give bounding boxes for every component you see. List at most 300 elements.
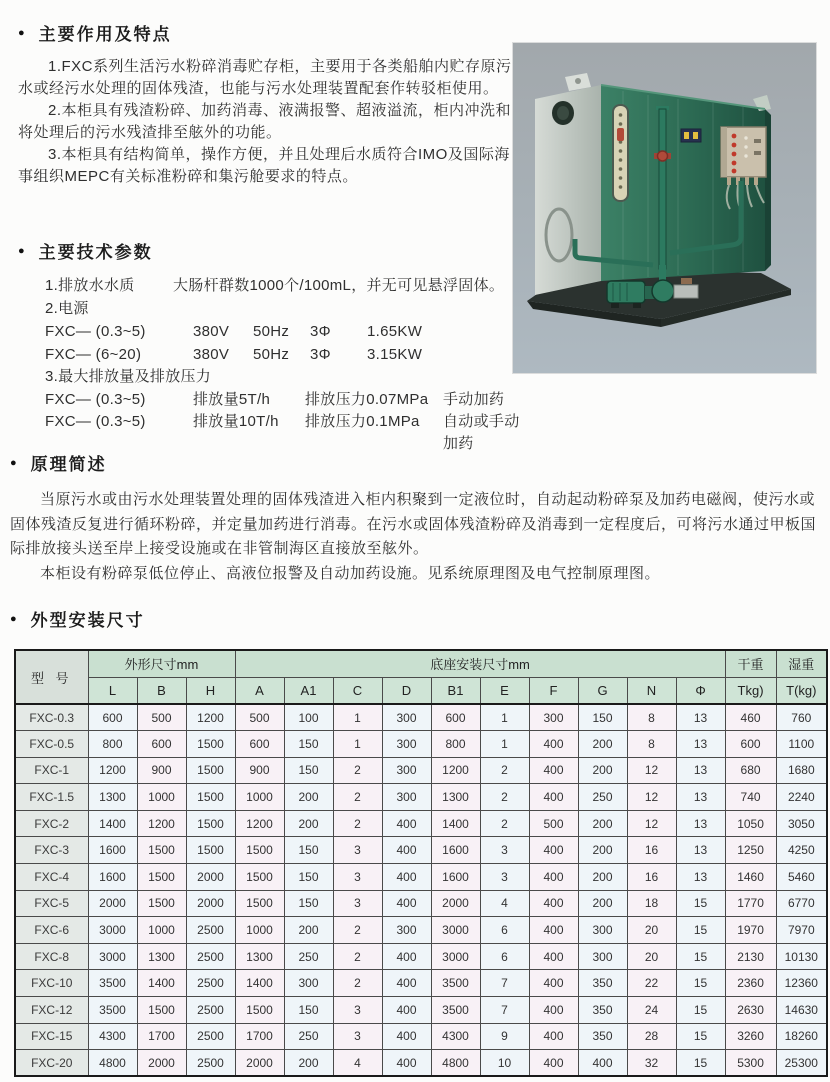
value-cell: 1200	[137, 810, 186, 837]
value-cell: 1500	[186, 757, 235, 784]
value-cell: 1500	[235, 890, 284, 917]
value-cell: 1600	[88, 837, 137, 864]
value-cell: 400	[529, 970, 578, 997]
value-cell: 4	[333, 1050, 382, 1077]
discharge-rate: 排放量5T/h	[193, 390, 271, 408]
model-cell: FXC-0.5	[15, 731, 88, 758]
value-cell: 150	[578, 704, 627, 731]
value-cell: 200	[284, 810, 333, 837]
subheader-E: E	[480, 677, 529, 704]
value-cell: 3000	[431, 917, 480, 944]
value-cell: 1000	[137, 917, 186, 944]
table-row	[15, 1023, 827, 1050]
value-cell: 150	[284, 890, 333, 917]
dimensions-table-body	[15, 704, 827, 1076]
model-cell: FXC-5	[15, 890, 88, 917]
power-kw: 1.65KW	[367, 323, 423, 340]
subheader-B1: B1	[431, 677, 480, 704]
value-cell: 3	[333, 1023, 382, 1050]
value-cell: 1500	[137, 997, 186, 1024]
value-cell: 680	[725, 757, 776, 784]
value-cell: 400	[382, 943, 431, 970]
table-row	[15, 837, 827, 864]
value-cell: 3500	[431, 997, 480, 1024]
value-cell: 2000	[88, 890, 137, 917]
value-cell: 400	[529, 837, 578, 864]
value-cell: 600	[137, 731, 186, 758]
value-cell: 18260	[776, 1023, 827, 1050]
value-cell: 3	[333, 997, 382, 1024]
value-cell: 200	[578, 890, 627, 917]
value-cell: 18	[627, 890, 676, 917]
value-cell: 6	[480, 943, 529, 970]
value-cell: 250	[284, 1023, 333, 1050]
value-cell: 600	[725, 731, 776, 758]
subheader-F: F	[529, 677, 578, 704]
value-cell: 2	[333, 810, 382, 837]
value-cell: 150	[284, 837, 333, 864]
value-cell: 1400	[88, 810, 137, 837]
value-cell: 4250	[776, 837, 827, 864]
value-cell: 200	[284, 784, 333, 811]
value-cell: 250	[578, 784, 627, 811]
principle-paragraph-1: 当原污水或由污水处理装置处理的固体残渣进入柜内积聚到一定液位时，自动起动粉碎泵及加药电磁阀，使污水或固体残渣反复进行循环粉碎，并定量加药进行消毒。在污水或固体残渣粉碎及消毒到一定程度后，可将污水通过甲板国际排放接头送至岸上接受设施或在非管制海区直接放至舷外。	[10, 491, 817, 557]
model-cell: FXC-8	[15, 943, 88, 970]
section-principle	[10, 450, 822, 586]
value-cell: 1500	[137, 864, 186, 891]
value-cell: 300	[284, 970, 333, 997]
value-cell: 2240	[776, 784, 827, 811]
value-cell: 2500	[186, 1023, 235, 1050]
value-cell: 500	[235, 704, 284, 731]
value-cell: 13	[676, 757, 725, 784]
value-cell: 760	[776, 704, 827, 731]
model-cell: FXC-12	[15, 997, 88, 1024]
table-row	[15, 997, 827, 1024]
value-cell: 2	[333, 970, 382, 997]
table-group-header-row	[15, 650, 827, 677]
section-features-title	[18, 20, 512, 45]
value-cell: 3000	[88, 943, 137, 970]
value-cell: 2500	[186, 997, 235, 1024]
header-overall-dims: 外形尺寸mm	[88, 650, 235, 677]
table-row	[15, 864, 827, 891]
model-cell: FXC-1	[15, 757, 88, 784]
value-cell: 2000	[186, 890, 235, 917]
value-cell: 1500	[235, 997, 284, 1024]
value-cell: 1000	[235, 917, 284, 944]
value-cell: 1500	[186, 731, 235, 758]
value-cell: 150	[284, 864, 333, 891]
power-voltage: 380V	[193, 346, 230, 363]
value-cell: 8	[627, 731, 676, 758]
value-cell: 20	[627, 917, 676, 944]
model-cell: FXC-20	[15, 1050, 88, 1077]
value-cell: 1500	[137, 890, 186, 917]
value-cell: 350	[578, 970, 627, 997]
power-freq: 50Hz	[253, 323, 290, 340]
header-model: 型 号	[15, 650, 88, 704]
value-cell: 3	[333, 864, 382, 891]
table-row	[15, 810, 827, 837]
value-cell: 4300	[88, 1023, 137, 1050]
value-cell: 32	[627, 1050, 676, 1077]
subheader-B: B	[137, 677, 186, 704]
value-cell: 12	[627, 810, 676, 837]
section-title-text: 原理简述	[30, 455, 107, 474]
section-bullet-icon: ●	[18, 245, 27, 257]
value-cell: 400	[529, 917, 578, 944]
header-wet-weight: 湿重	[776, 650, 827, 677]
value-cell: 16	[627, 864, 676, 891]
value-cell: 4300	[431, 1023, 480, 1050]
value-cell: 400	[382, 837, 431, 864]
tech-item-power-label: 2.电源	[45, 299, 89, 317]
value-cell: 300	[382, 917, 431, 944]
value-cell: 1	[333, 731, 382, 758]
section-principle-title	[10, 450, 822, 475]
power-model: FXC— (6~20)	[45, 346, 142, 363]
value-cell: 3050	[776, 810, 827, 837]
dimensions-table-wrap	[14, 649, 828, 1077]
value-cell: 400	[529, 731, 578, 758]
value-cell: 2	[480, 784, 529, 811]
value-cell: 8	[627, 704, 676, 731]
value-cell: 200	[284, 917, 333, 944]
model-cell: FXC-1.5	[15, 784, 88, 811]
value-cell: 300	[578, 917, 627, 944]
value-cell: 500	[529, 810, 578, 837]
table-row	[15, 731, 827, 758]
value-cell: 1500	[186, 784, 235, 811]
value-cell: 3	[333, 837, 382, 864]
equipment-photo-illustration	[513, 43, 816, 373]
value-cell: 1460	[725, 864, 776, 891]
value-cell: 600	[431, 704, 480, 731]
power-model: FXC— (0.3~5)	[45, 323, 146, 340]
value-cell: 400	[382, 970, 431, 997]
discharge-dosing: 自动或手动加药	[443, 412, 520, 452]
value-cell: 1400	[235, 970, 284, 997]
value-cell: 900	[137, 757, 186, 784]
value-cell: 460	[725, 704, 776, 731]
value-cell: 300	[382, 757, 431, 784]
value-cell: 350	[578, 1023, 627, 1050]
value-cell: 1700	[137, 1023, 186, 1050]
header-base-dims: 底座安装尺寸mm	[235, 650, 725, 677]
table-row	[15, 890, 827, 917]
table-row	[15, 757, 827, 784]
value-cell: 100	[284, 704, 333, 731]
section-tech-params	[18, 238, 523, 455]
value-cell: 1970	[725, 917, 776, 944]
value-cell: 15	[676, 997, 725, 1024]
section-tech-title	[18, 238, 523, 263]
value-cell: 3	[480, 864, 529, 891]
value-cell: 1500	[235, 837, 284, 864]
value-cell: 3	[333, 890, 382, 917]
features-paragraph-3: 3.本柜具有结构简单，操作方便，并且处理后水质符合IMO及国际海事组织MEPC有关标准粉碎和集污舱要求的特点。	[18, 146, 510, 185]
value-cell: 1	[480, 731, 529, 758]
value-cell: 28	[627, 1023, 676, 1050]
value-cell: 1770	[725, 890, 776, 917]
value-cell: 400	[382, 864, 431, 891]
value-cell: 1	[480, 704, 529, 731]
value-cell: 12	[627, 757, 676, 784]
value-cell: 7970	[776, 917, 827, 944]
value-cell: 3500	[88, 970, 137, 997]
subheader-A1: A1	[284, 677, 333, 704]
value-cell: 600	[88, 704, 137, 731]
value-cell: 1200	[186, 704, 235, 731]
value-cell: 300	[578, 943, 627, 970]
value-cell: 13	[676, 837, 725, 864]
value-cell: 400	[529, 784, 578, 811]
value-cell: 740	[725, 784, 776, 811]
value-cell: 400	[529, 997, 578, 1024]
value-cell: 200	[284, 1050, 333, 1077]
model-cell: FXC-10	[15, 970, 88, 997]
value-cell: 200	[578, 731, 627, 758]
value-cell: 1300	[137, 943, 186, 970]
discharge-dosing: 手动加药	[443, 390, 505, 408]
value-cell: 15	[676, 917, 725, 944]
value-cell: 300	[382, 704, 431, 731]
value-cell: 150	[284, 731, 333, 758]
tech-discharge-row	[45, 389, 523, 411]
value-cell: 1000	[137, 784, 186, 811]
value-cell: 200	[578, 837, 627, 864]
value-cell: 15	[676, 1023, 725, 1050]
value-cell: 350	[578, 997, 627, 1024]
value-cell: 1000	[235, 784, 284, 811]
subheader-G: G	[578, 677, 627, 704]
discharge-model: FXC— (0.3~5)	[45, 412, 146, 430]
model-cell: FXC-15	[15, 1023, 88, 1050]
value-cell: 1200	[88, 757, 137, 784]
value-cell: 1600	[431, 837, 480, 864]
value-cell: 1700	[235, 1023, 284, 1050]
value-cell: 200	[578, 864, 627, 891]
value-cell: 6	[480, 917, 529, 944]
value-cell: 5300	[725, 1050, 776, 1077]
value-cell: 2130	[725, 943, 776, 970]
value-cell: 200	[578, 810, 627, 837]
section-bullet-icon: ●	[10, 613, 19, 625]
value-cell: 1200	[431, 757, 480, 784]
value-cell: 1680	[776, 757, 827, 784]
value-cell: 400	[382, 890, 431, 917]
value-cell: 3260	[725, 1023, 776, 1050]
dimensions-table	[14, 649, 828, 1077]
value-cell: 500	[137, 704, 186, 731]
value-cell: 2000	[431, 890, 480, 917]
value-cell: 250	[284, 943, 333, 970]
section-title-text: 主要技术参数	[38, 243, 153, 262]
value-cell: 2	[333, 917, 382, 944]
value-cell: 1	[333, 704, 382, 731]
section-bullet-icon: ●	[10, 457, 19, 469]
value-cell: 1400	[137, 970, 186, 997]
discharge-model: FXC— (0.3~5)	[45, 390, 146, 408]
value-cell: 3500	[88, 997, 137, 1024]
subheader-N: N	[627, 677, 676, 704]
value-cell: 400	[529, 1023, 578, 1050]
value-cell: 2000	[186, 864, 235, 891]
value-cell: 1100	[776, 731, 827, 758]
subheader-A: A	[235, 677, 284, 704]
value-cell: 900	[235, 757, 284, 784]
value-cell: 1400	[431, 810, 480, 837]
value-cell: 1500	[186, 837, 235, 864]
value-cell: 2500	[186, 970, 235, 997]
value-cell: 16	[627, 837, 676, 864]
section-title-text: 主要作用及特点	[38, 25, 172, 44]
value-cell: 9	[480, 1023, 529, 1050]
value-cell: 2	[480, 810, 529, 837]
value-cell: 4	[480, 890, 529, 917]
table-row	[15, 1050, 827, 1077]
value-cell: 12	[627, 784, 676, 811]
principle-paragraph-2: 本柜设有粉碎泵低位停止、高液位报警及自动加药设施。见系统原理图及电气控制原理图。	[40, 564, 661, 582]
value-cell: 15	[676, 890, 725, 917]
value-cell: 800	[88, 731, 137, 758]
value-cell: 7	[480, 997, 529, 1024]
subheader-L: L	[88, 677, 137, 704]
value-cell: 3000	[431, 943, 480, 970]
value-cell: 1500	[137, 837, 186, 864]
value-cell: 800	[431, 731, 480, 758]
value-cell: 15	[676, 943, 725, 970]
discharge-pressure: 排放压力0.1MPa	[305, 412, 420, 430]
value-cell: 400	[382, 997, 431, 1024]
value-cell: 1600	[88, 864, 137, 891]
subheader-H: H	[186, 677, 235, 704]
value-cell: 5460	[776, 864, 827, 891]
tech-discharge-row	[45, 411, 523, 455]
section-bullet-icon: ●	[18, 27, 27, 39]
value-cell: 400	[578, 1050, 627, 1077]
table-row	[15, 917, 827, 944]
value-cell: 2360	[725, 970, 776, 997]
value-cell: 400	[382, 810, 431, 837]
features-paragraph-1: 1.FXC系列生活污水粉碎消毒贮存柜，主要用于各类船舶内贮存原污水或经污水处理的固体残渣，也能与污水处理装置配套作转驳柜使用。	[18, 58, 512, 97]
value-cell: 150	[284, 997, 333, 1024]
value-cell: 1300	[431, 784, 480, 811]
value-cell: 4800	[88, 1050, 137, 1077]
tech-item-water-quality	[45, 275, 523, 298]
value-cell: 22	[627, 970, 676, 997]
table-sub-header-row	[15, 677, 827, 704]
value-cell: 2	[333, 943, 382, 970]
value-cell: 400	[529, 1050, 578, 1077]
model-cell: FXC-4	[15, 864, 88, 891]
value-cell: 2	[333, 757, 382, 784]
table-row	[15, 784, 827, 811]
table-row	[15, 970, 827, 997]
power-freq: 50Hz	[253, 346, 290, 363]
value-cell: 24	[627, 997, 676, 1024]
subheader-Phi: Φ	[676, 677, 725, 704]
value-cell: 2	[480, 757, 529, 784]
value-cell: 150	[284, 757, 333, 784]
tech-item-value: 大肠杆群数1000个/100mL，并无可见悬浮固体。	[173, 277, 505, 294]
value-cell: 300	[382, 731, 431, 758]
value-cell: 25300	[776, 1050, 827, 1077]
discharge-pressure: 排放压力0.07MPa	[305, 390, 429, 408]
value-cell: 1600	[431, 864, 480, 891]
value-cell: 10130	[776, 943, 827, 970]
value-cell: 15	[676, 970, 725, 997]
value-cell: 3500	[431, 970, 480, 997]
value-cell: 13	[676, 784, 725, 811]
table-row	[15, 943, 827, 970]
value-cell: 4800	[431, 1050, 480, 1077]
value-cell: 1250	[725, 837, 776, 864]
table-row	[15, 704, 827, 731]
value-cell: 13	[676, 731, 725, 758]
tech-power-row	[45, 320, 523, 343]
value-cell: 20	[627, 943, 676, 970]
power-phase: 3Φ	[310, 346, 331, 363]
value-cell: 600	[235, 731, 284, 758]
value-cell: 2	[333, 784, 382, 811]
value-cell: 3	[480, 837, 529, 864]
tech-item-label: 1.排放水水质	[45, 277, 135, 294]
header-dry-weight: 干重	[725, 650, 776, 677]
value-cell: 2500	[186, 1050, 235, 1077]
discharge-rate: 排放量10T/h	[193, 412, 279, 430]
value-cell: 2000	[235, 1050, 284, 1077]
value-cell: 400	[382, 1050, 431, 1077]
value-cell: 400	[529, 943, 578, 970]
value-cell: 1300	[235, 943, 284, 970]
section-title-text: 外型安装尺寸	[30, 611, 145, 630]
value-cell: 300	[382, 784, 431, 811]
subheader-D: D	[382, 677, 431, 704]
value-cell: 15	[676, 1050, 725, 1077]
subheader-dry-kg: Tkg)	[725, 677, 776, 704]
value-cell: 300	[529, 704, 578, 731]
section-features	[18, 20, 512, 188]
value-cell: 2630	[725, 997, 776, 1024]
value-cell: 1500	[235, 864, 284, 891]
tech-power-row	[45, 343, 523, 366]
equipment-photo	[513, 43, 816, 373]
model-cell: FXC-0.3	[15, 704, 88, 731]
subheader-wet-kg: T(kg)	[776, 677, 827, 704]
value-cell: 400	[382, 1023, 431, 1050]
model-cell: FXC-2	[15, 810, 88, 837]
value-cell: 12360	[776, 970, 827, 997]
subheader-C: C	[333, 677, 382, 704]
value-cell: 200	[578, 757, 627, 784]
value-cell: 14630	[776, 997, 827, 1024]
value-cell: 400	[529, 890, 578, 917]
value-cell: 1200	[235, 810, 284, 837]
value-cell: 1300	[88, 784, 137, 811]
value-cell: 2000	[137, 1050, 186, 1077]
value-cell: 7	[480, 970, 529, 997]
value-cell: 10	[480, 1050, 529, 1077]
tech-item-discharge-label: 3.最大排放量及排放压力	[45, 368, 212, 385]
power-phase: 3Φ	[310, 323, 331, 340]
features-paragraph-2: 2.本柜具有残渣粉碎、加药消毒、液满报警、超液溢流，柜内冲洗和将处理后的污水残渣排至舷外的功能。	[18, 102, 512, 141]
value-cell: 2500	[186, 943, 235, 970]
value-cell: 2500	[186, 917, 235, 944]
power-voltage: 380V	[193, 323, 230, 340]
value-cell: 13	[676, 810, 725, 837]
